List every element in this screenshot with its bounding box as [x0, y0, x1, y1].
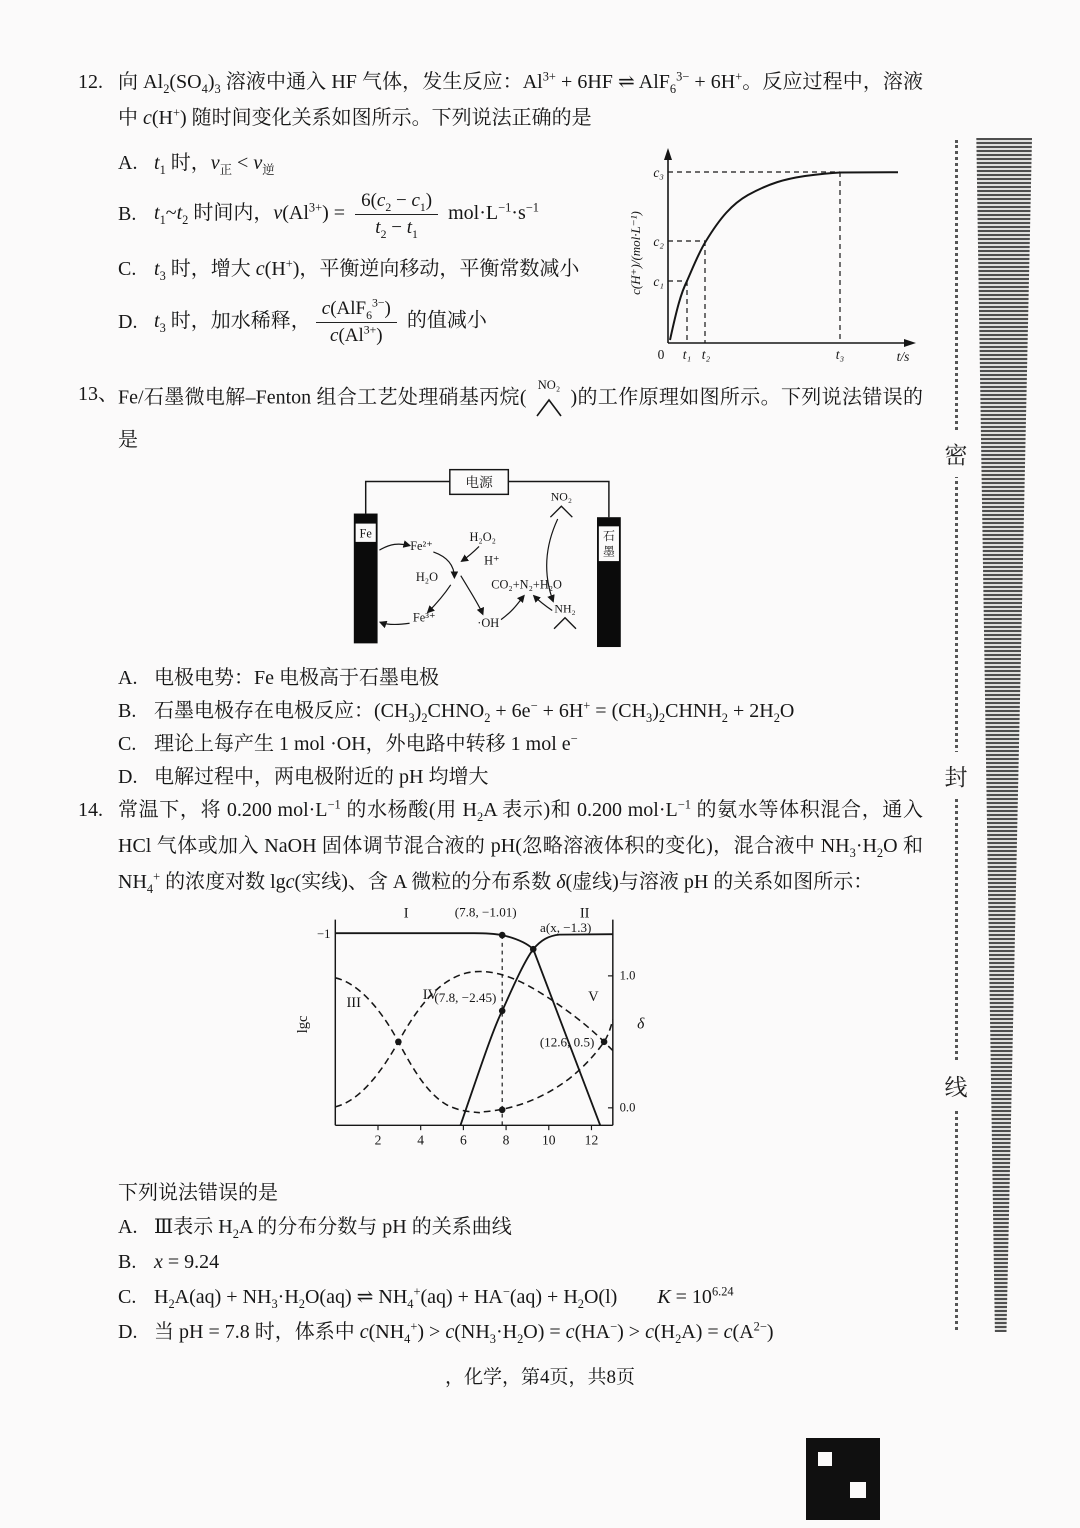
option-text: Ⅲ表示 $H_2A$ 的分布分数与 pH 的关系曲线	[154, 1216, 512, 1241]
nitropropane-structure-icon	[529, 376, 569, 422]
curve-V-a2	[484, 1020, 613, 1112]
page-footer: ，化学，第4页，共8页	[444, 1367, 635, 1388]
option-letter: B.	[118, 1250, 137, 1273]
option-letter: B.	[118, 699, 137, 722]
q13-stem-text	[118, 376, 923, 458]
fraction-denominator: $c(Al^{3+})$	[330, 323, 383, 346]
q12-option-d	[118, 296, 618, 348]
q13-option-c	[118, 731, 923, 757]
x-axis-arrow	[904, 339, 916, 347]
seal-dotted-line	[955, 140, 958, 1330]
q12-option-c	[118, 256, 618, 282]
right-axis-label: δ	[637, 1015, 645, 1033]
q13-stem-post: )的工作原理如图所示。下列说法错误的是	[118, 386, 923, 451]
option-text-pre: $t_1\sim t_2$ 时间内，$v(Al^{3+})$ =	[154, 200, 351, 227]
ytick-1.0: 1.0	[619, 968, 636, 983]
products-label: CO₂+N₂+H₂O	[491, 577, 562, 592]
annotation-12.6-0.5: (12.6, 0.5)	[539, 1034, 595, 1050]
option-text: $t_1$ 时，$v_正 < v_逆$	[154, 152, 275, 177]
option-text: 石墨电极存在电极反应：$(CH_3)_2CHNO_2 + 6e^- + 6H^+$ = $(CH_3)_2CHNH_2 + 2H_2O$	[154, 698, 795, 725]
option-letter: D.	[118, 765, 138, 788]
x-axis-label: t/s	[896, 349, 910, 364]
q14-stem-text: 常温下，将 0.200 $mol\cdot L^{-1}$ 的水杨酸(用 $H_2A$ 表示)和 0.200 $mol\cdot L^{-1}$ 的氨水等体积混合，通入 HCl 气体或加入 NaOH 固体调节混合液的 pH(忽略溶液体积的变化)，混合液中 $NH_3\cdot H_2O$ 和 $NH_4^+$ 的浓度对数 lgc(实线)、含 A 微粒的分布系数 δ(虚线)与溶液 pH 的关系如图所示：	[118, 797, 923, 896]
q14-option-c	[118, 1284, 923, 1310]
axes	[668, 154, 908, 343]
fe2-label: Fe²⁺	[410, 539, 433, 554]
option-letter: B.	[118, 202, 137, 225]
option-letter: A.	[118, 1215, 138, 1238]
q13-stem-pre: Fe/石墨微电解–Fenton 组合工艺处理硝基丙烷(	[118, 386, 527, 409]
xtick-8: 8	[502, 1132, 510, 1148]
seal-char-xian: 线	[944, 1062, 968, 1109]
q12-options	[78, 150, 618, 349]
seal-char-feng: 封	[944, 752, 968, 799]
fe-electrode-label: Fe	[359, 526, 372, 541]
option-text: $H_2A(aq) + NH_3\cdot H_2O(aq)$ ⇌ $NH_4^+(aq) + HA^-(aq) + H_2O(l)$ $K = 10^{6.24}$	[154, 1284, 734, 1311]
fraction-denominator: $t_2 - t_1$	[375, 216, 418, 241]
fraction	[316, 296, 397, 348]
skeletal-bonds	[537, 400, 561, 416]
option-text-post: 的值减小	[401, 310, 487, 333]
annotation-a-x--1.3: a(x, −1.3)	[540, 920, 592, 936]
print-mark	[806, 1438, 880, 1520]
nh2-structure-bonds	[554, 618, 576, 629]
ytick-c2: c₂	[653, 234, 664, 249]
ytick-c3: c₃	[653, 165, 664, 180]
option-text: 理论上每产生 1 mol ·OH，外电路中转移 1 mol e−	[154, 731, 578, 755]
q13-stem	[78, 376, 923, 458]
curve-label-V: V	[588, 989, 599, 1006]
option-text: x = 9.24	[154, 1251, 220, 1273]
origin-label: 0	[657, 347, 665, 362]
q13-option-b	[118, 698, 923, 724]
h2o2-label: H₂O₂	[469, 529, 496, 544]
q14-option-d	[118, 1319, 923, 1345]
fraction-numerator: $6(c_2 - c_1)$	[355, 188, 438, 215]
q13-option-a	[118, 665, 923, 691]
xtick-12: 12	[584, 1132, 599, 1148]
q12-stem	[78, 64, 923, 136]
q14-stem	[78, 792, 923, 900]
option-text	[154, 188, 539, 240]
option-letter: C.	[118, 732, 137, 755]
data-points	[395, 932, 607, 1113]
xtick-6: 6	[459, 1132, 467, 1148]
xtick-2: 2	[374, 1132, 382, 1148]
q12-option-a	[118, 150, 618, 176]
q12-option-b	[118, 188, 618, 240]
option-text: 电解过程中，两电极附近的 pH 均增大	[154, 766, 489, 788]
hplus-label: H⁺	[484, 553, 500, 568]
q13-number: 13、	[78, 383, 118, 405]
graphite-label-1: 石	[602, 529, 615, 544]
xtick-t2: t₂	[701, 347, 711, 362]
fe3-label: Fe³⁺	[412, 610, 436, 625]
curve-I-nh4	[335, 933, 600, 1125]
q13-option-d	[118, 764, 923, 790]
question-14	[78, 792, 923, 1345]
option-letter: D.	[118, 310, 138, 333]
xtick-4: 4	[417, 1132, 425, 1148]
option-letter: C.	[118, 1285, 137, 1308]
electro-fenton-diagram	[318, 466, 663, 658]
fraction	[355, 188, 438, 240]
q14-option-a	[118, 1214, 923, 1240]
print-mark-dot	[850, 1482, 866, 1498]
ytick-0.0: 0.0	[619, 1100, 636, 1115]
axes	[335, 920, 613, 1126]
curve-label-I: I	[403, 906, 409, 922]
option-text: 当 pH = 7.8 时，体系中 $c(NH_4^+) > c(NH_3\cdot H_2O) = c(HA^-) > c(H_2A) = c(A^{2-})$	[154, 1319, 774, 1346]
no2-structure-bonds	[550, 506, 572, 517]
xtick-t1: t₁	[682, 347, 692, 362]
option-letter: A.	[118, 151, 138, 174]
no2-structure-label: NO₂	[550, 489, 573, 504]
xtick-t3: t₃	[835, 347, 845, 362]
curve-label-IV: IV	[422, 987, 439, 1004]
nh2-structure-label: NH₂	[554, 601, 576, 616]
q14-number: 14.	[78, 799, 103, 821]
option-letter: C.	[118, 257, 137, 280]
curve-label-III: III	[346, 994, 362, 1011]
option-text: $t_3$ 时，增大 c(H+)，平衡逆向移动，平衡常数减小	[154, 256, 580, 284]
concentration-curve	[670, 172, 898, 340]
option-text: 电极电势：Fe 电极高于石墨电极	[154, 667, 439, 689]
q12-number: 12.	[78, 71, 103, 93]
y-axis-label: c(H⁺)/(mol·L⁻¹)	[628, 211, 643, 295]
power-source-label: 电源	[465, 475, 493, 491]
q12-stem-text: 向 $Al_2(SO_4)_3$ 溶液中通入 HF 气体，发生反应：$Al^{3+} + 6HF$ ⇌ AlF$_6^{3-}$ + 6H+。反应过程中，溶液中 c(H+) 随时间变化关系如图所示。下列说法正确的是	[118, 69, 923, 129]
question-13	[78, 376, 923, 790]
option-letter: A.	[118, 666, 138, 689]
q14-distribution-chart	[290, 906, 662, 1168]
anti-copy-texture	[974, 138, 1032, 1332]
option-text-post: $mol\cdot L^{-1}\cdot s^{-1}$	[443, 200, 539, 224]
reaction-arrows	[379, 519, 557, 625]
guide-dashes	[668, 172, 840, 343]
print-mark-dot	[818, 1452, 832, 1466]
left-axis-label: lgc	[295, 1015, 312, 1034]
option-text-pre: $t_3$ 时，加水稀释，	[154, 310, 311, 336]
annotation-7.8--1.01: (7.8, −1.01)	[454, 906, 517, 920]
fraction-numerator: c(AlF$_6^{3-}$)	[316, 296, 397, 323]
seal-char-mi: 密	[944, 430, 968, 477]
ytick-c1: c₁	[653, 274, 664, 289]
xtick-10: 10	[541, 1132, 556, 1148]
option-letter: D.	[118, 1320, 138, 1343]
no2-label: NO₂	[537, 378, 560, 392]
annotation-7.8--2.45: (7.8, −2.45)	[434, 990, 497, 1006]
ytick-minus1: −1	[317, 927, 331, 942]
curve-label-II: II	[579, 906, 590, 922]
seal-line	[944, 140, 968, 1330]
q14-options	[78, 1214, 923, 1345]
oh-radical-label: ·OH	[477, 615, 500, 630]
option-text	[154, 296, 487, 348]
question-12	[78, 64, 923, 364]
q13-options	[78, 665, 923, 790]
q14-option-b	[118, 1249, 923, 1275]
y-axis-arrow	[664, 148, 672, 160]
q14-prompt: 下列说法错误的是	[118, 1182, 278, 1204]
h2o-label: H₂O	[415, 570, 439, 585]
graphite-label-2: 墨	[602, 544, 615, 559]
q12-concentration-time-chart	[620, 138, 920, 373]
